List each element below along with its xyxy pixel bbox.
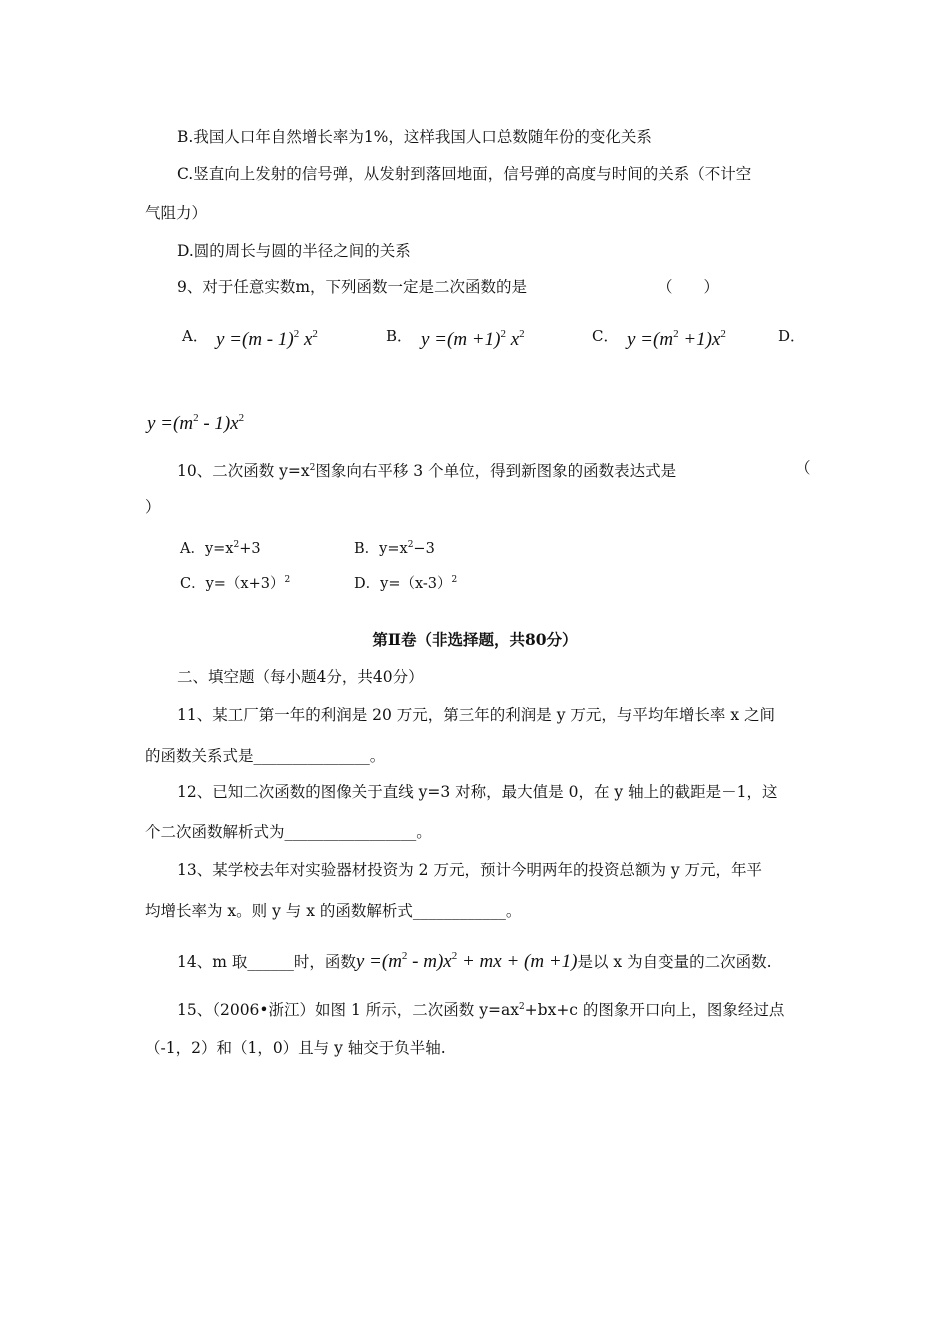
q9-option-c-label: C．	[592, 327, 619, 345]
q12-line1: 12、已知二次函数的图像关于直线 y=3 对称，最大值是 0，在 y 轴上的截距是－1，这	[177, 783, 778, 801]
q10-option-c: C．$y=(x+3)^2$	[180, 575, 291, 592]
q12-line2: 个二次函数解析式为_________________。	[145, 823, 432, 841]
q11-line2: 的函数关系式是_______________。	[145, 747, 386, 765]
q8-option-c-line1: C.竖直向上发射的信号弹，从发射到落回地面，信号弹的高度与时间的关系（不计空	[177, 165, 752, 183]
q10-bracket-close: ）	[145, 498, 161, 516]
q9-option-b-formula: $y =(m +1)^2$ $x^2$	[421, 328, 525, 350]
q9-option-a-label: A．	[182, 327, 208, 345]
section-fill-in-title: 二、填空题（每小题4分，共40分）	[177, 668, 424, 686]
q15-line1: 15、（2006•浙江）如图 1 所示，二次函数 $y=ax^2+bx+c$ 的图象开口向上，图象经过点	[177, 1001, 785, 1019]
q9-option-d-formula: $y =(m^2 - 1)x^2$	[147, 412, 245, 434]
q13-line2: 均增长率为 x。则 y 与 x 的函数解析式____________。	[145, 902, 522, 920]
q9-option-d-label: D．	[778, 327, 806, 345]
q11-line1: 11、某工厂第一年的利润是 20 万元，第三年的利润是 y 万元，与平均年增长率 x 之间	[177, 706, 776, 724]
q8-option-d: D.圆的周长与圆的半径之间的关系	[177, 242, 411, 260]
q9-option-b-label: B．	[386, 327, 413, 345]
q14-line: 14、m 取______时，函数$y =(m^2 - m)x^2$ + mx + (m +1)是以 x 为自变量的二次函数.	[177, 950, 772, 972]
q9-option-c-formula: $y =(m^2 +1)x^2$	[627, 328, 726, 350]
q13-line1: 13、某学校去年对实验器材投资为 2 万元，预计今明两年的投资总额为 y 万元，年平	[177, 861, 763, 879]
q9-answer-bracket: （ ）	[657, 278, 720, 296]
q15-line2: （-1，2）和（1，0）且与 y 轴交于负半轴.	[145, 1039, 446, 1057]
q10-option-a: A．$y=x^2+3$	[180, 540, 261, 557]
part2-heading: 第Ⅱ卷（非选择题，共80分）	[372, 630, 578, 649]
q9-stem: 9、对于任意实数m，下列函数一定是二次函数的是	[177, 278, 528, 296]
q9-option-a-formula: y =(m - 1)$^2$ $x^2$	[216, 328, 318, 350]
q10-bracket-open: （	[795, 459, 811, 477]
q8-option-b: B.我国人口年自然增长率为1%，这样我国人口总数随年份的变化关系	[177, 128, 652, 146]
q10-option-b: B．$y=x^2-3$	[354, 540, 435, 557]
q10-stem: 10、二次函数 $y=x^2$图象向右平移 3 个单位，得到新图象的函数表达式是	[177, 462, 677, 480]
q8-option-c-line2: 气阻力）	[145, 204, 208, 222]
q10-option-d: D．$y=(x-3)^2$	[354, 575, 458, 592]
